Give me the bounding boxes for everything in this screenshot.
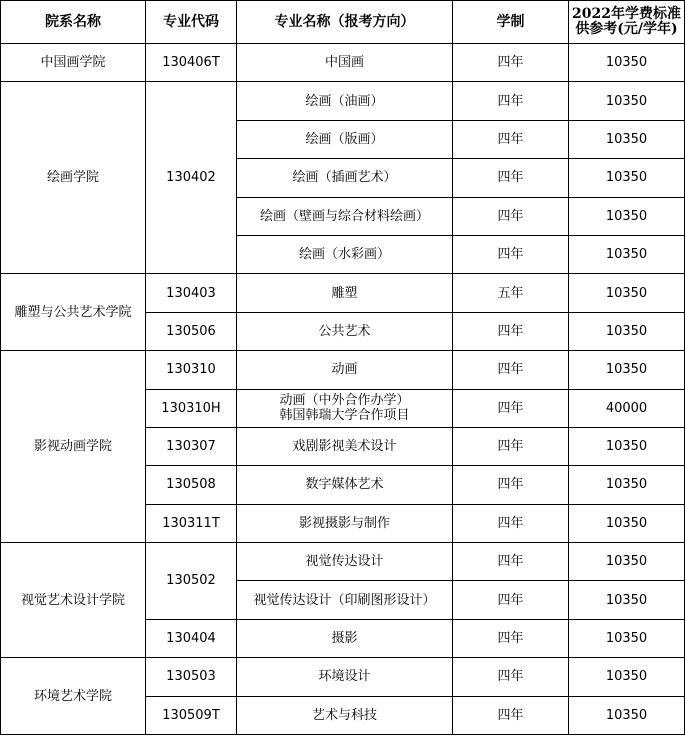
fee-cell: 10350: [569, 504, 685, 542]
fee-cell: 10350: [569, 351, 685, 389]
header-major: 专业名称（报考方向）: [237, 1, 453, 44]
major-cell: 中国画: [237, 44, 453, 82]
major-cell: 绘画（壁画与综合材料绘画）: [237, 197, 453, 235]
major-cell: 影视摄影与制作: [237, 504, 453, 542]
code-cell: 130403: [146, 274, 237, 312]
major-cell: 艺术与科技: [237, 696, 453, 734]
fee-cell: 10350: [569, 466, 685, 504]
duration-cell: 四年: [453, 543, 569, 581]
code-cell: 130506: [146, 312, 237, 350]
code-cell: 130508: [146, 466, 237, 504]
table-row: [1, 543, 685, 581]
major-cell: 视觉传达设计: [237, 543, 453, 581]
duration-cell: 四年: [453, 235, 569, 273]
duration-cell: 五年: [453, 274, 569, 312]
major-cell: 环境设计: [237, 658, 453, 696]
duration-cell: 四年: [453, 159, 569, 197]
major-cell: 数字媒体艺术: [237, 466, 453, 504]
duration-cell: 四年: [453, 504, 569, 542]
fee-cell: 10350: [569, 120, 685, 158]
department-cell: 绘画学院: [1, 82, 146, 274]
duration-cell: 四年: [453, 82, 569, 120]
code-cell: 130509T: [146, 696, 237, 734]
fee-cell: 10350: [569, 235, 685, 273]
fee-cell: 10350: [569, 619, 685, 657]
duration-cell: 四年: [453, 696, 569, 734]
header-row: [1, 1, 685, 44]
major-cell: 绘画（版画）: [237, 120, 453, 158]
header-duration: 学制: [453, 1, 569, 44]
code-cell: 130402: [146, 82, 237, 274]
major-cell: 动画（中外合作办学） 韩国韩瑞大学合作项目: [237, 389, 453, 427]
table-row: [1, 274, 685, 312]
major-cell: 戏剧影视美术设计: [237, 427, 453, 465]
major-cell: 雕塑: [237, 274, 453, 312]
duration-cell: 四年: [453, 466, 569, 504]
code-cell: 130503: [146, 658, 237, 696]
fee-cell: 10350: [569, 427, 685, 465]
fee-cell: 10350: [569, 159, 685, 197]
fee-cell: 10350: [569, 581, 685, 619]
fee-cell: 10350: [569, 312, 685, 350]
duration-cell: 四年: [453, 197, 569, 235]
fee-cell: 40000: [569, 389, 685, 427]
header-code: 专业代码: [146, 1, 237, 44]
code-cell: 130404: [146, 619, 237, 657]
code-cell: 130310H: [146, 389, 237, 427]
major-cell: 绘画（插画艺术）: [237, 159, 453, 197]
department-cell: 中国画学院: [1, 44, 146, 82]
major-cell: 绘画（油画）: [237, 82, 453, 120]
duration-cell: 四年: [453, 389, 569, 427]
code-cell: 130310: [146, 351, 237, 389]
major-cell: 公共艺术: [237, 312, 453, 350]
duration-cell: 四年: [453, 312, 569, 350]
department-cell: 环境艺术学院: [1, 658, 146, 735]
department-cell: 雕塑与公共艺术学院: [1, 274, 146, 351]
table-row: [1, 82, 685, 120]
table-row: [1, 658, 685, 696]
code-cell: 130406T: [146, 44, 237, 82]
major-cell: 动画: [237, 351, 453, 389]
header-department: 院系名称: [1, 1, 146, 44]
duration-cell: 四年: [453, 44, 569, 82]
code-cell: 130502: [146, 543, 237, 620]
table-row: [1, 351, 685, 389]
duration-cell: 四年: [453, 120, 569, 158]
fee-cell: 10350: [569, 543, 685, 581]
code-cell: 130307: [146, 427, 237, 465]
fee-cell: 10350: [569, 274, 685, 312]
duration-cell: 四年: [453, 581, 569, 619]
duration-cell: 四年: [453, 658, 569, 696]
department-cell: 视觉艺术设计学院: [1, 543, 146, 658]
major-cell: 视觉传达设计（印刷图形设计）: [237, 581, 453, 619]
duration-cell: 四年: [453, 351, 569, 389]
major-cell: 摄影: [237, 619, 453, 657]
fee-cell: 10350: [569, 44, 685, 82]
duration-cell: 四年: [453, 427, 569, 465]
department-cell: 影视动画学院: [1, 351, 146, 543]
header-fee: 2022年学费标准 供参考(元/学年): [569, 1, 685, 44]
fee-cell: 10350: [569, 197, 685, 235]
fee-cell: 10350: [569, 82, 685, 120]
fee-cell: 10350: [569, 658, 685, 696]
major-cell: 绘画（水彩画）: [237, 235, 453, 273]
table-row: [1, 44, 685, 82]
code-cell: 130311T: [146, 504, 237, 542]
duration-cell: 四年: [453, 619, 569, 657]
fee-cell: 10350: [569, 696, 685, 734]
